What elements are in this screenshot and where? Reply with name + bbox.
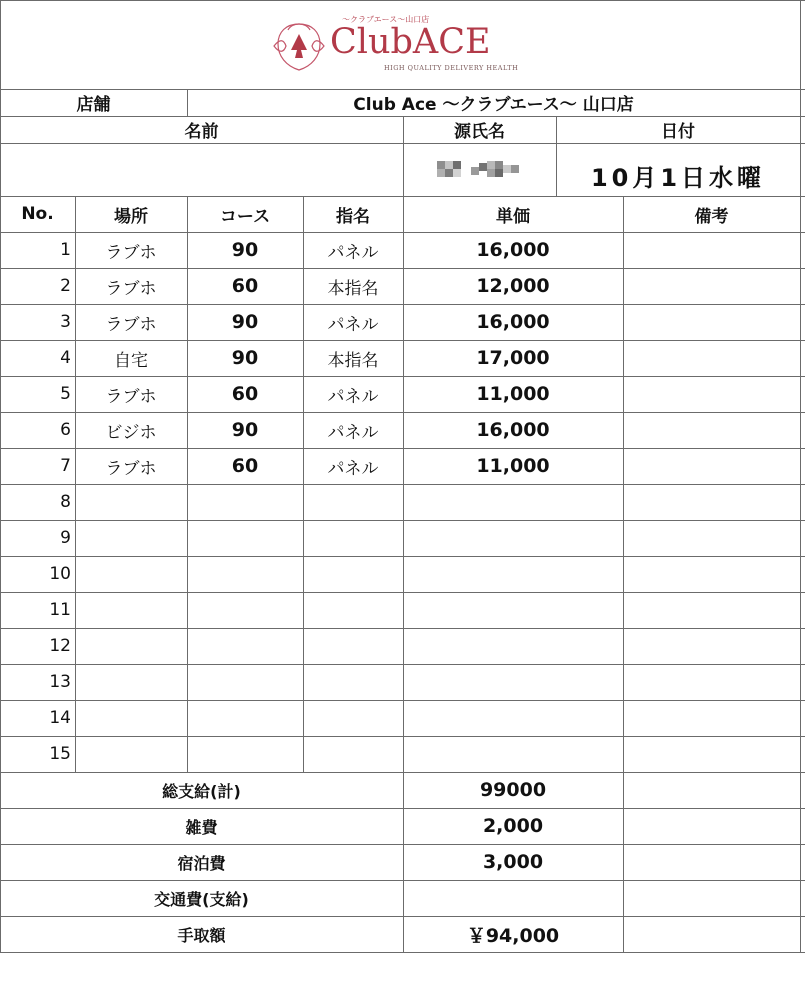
row-course[interactable]: 60 <box>231 275 259 297</box>
row-number: 14 <box>49 708 71 728</box>
row-price[interactable] <box>403 664 623 700</box>
summary-remarks[interactable] <box>623 772 800 808</box>
summary-remarks[interactable] <box>623 844 800 880</box>
logo-tagline: HIGH QUALITY DELIVERY HEALTH <box>384 64 519 72</box>
summary-remarks[interactable] <box>623 808 800 844</box>
summary-label: 雑費 <box>185 817 218 837</box>
summary-label: 手取額 <box>177 925 226 945</box>
row-place[interactable] <box>75 484 187 520</box>
row-nomination[interactable] <box>303 556 403 592</box>
row-course[interactable] <box>187 736 303 772</box>
genji-label: 源氏名 <box>454 122 505 142</box>
row-number: 9 <box>60 528 71 548</box>
summary-value[interactable]: 2,000 <box>482 815 544 837</box>
row-place[interactable] <box>75 628 187 664</box>
row-nomination[interactable] <box>303 592 403 628</box>
row-course[interactable] <box>187 700 303 736</box>
row-course[interactable] <box>187 556 303 592</box>
row-number: 10 <box>49 564 71 584</box>
row-course[interactable] <box>187 592 303 628</box>
row-course[interactable]: 60 <box>231 455 259 477</box>
row-remarks[interactable] <box>623 448 800 484</box>
row-price[interactable]: 16,000 <box>476 239 550 261</box>
name-value[interactable] <box>0 143 403 196</box>
row-price[interactable] <box>403 484 623 520</box>
row-course[interactable]: 90 <box>231 419 259 441</box>
row-nomination[interactable]: 本指名 <box>327 350 379 371</box>
summary-value[interactable]: ￥94,000 <box>466 924 560 947</box>
summary-label: 宿泊費 <box>177 853 226 873</box>
row-place[interactable]: ラブホ <box>105 314 157 335</box>
row-nomination[interactable] <box>303 520 403 556</box>
row-price[interactable] <box>403 628 623 664</box>
row-remarks[interactable] <box>623 340 800 376</box>
row-price[interactable]: 16,000 <box>476 419 550 441</box>
pixelated-name-image <box>437 158 523 182</box>
row-nomination[interactable]: パネル <box>327 314 379 335</box>
header-course: コース <box>219 206 271 227</box>
date-label: 日付 <box>661 122 695 142</box>
row-nomination[interactable] <box>303 700 403 736</box>
row-course[interactable] <box>187 520 303 556</box>
header-no: No. <box>21 204 54 224</box>
row-number: 6 <box>60 420 71 440</box>
row-price[interactable]: 11,000 <box>476 383 550 405</box>
grid-line <box>0 952 805 953</box>
row-remarks[interactable] <box>623 376 800 412</box>
store-label: 店舗 <box>76 95 111 115</box>
store-value: Club Ace 〜クラブエース〜 山口店 <box>353 95 634 115</box>
summary-remarks[interactable] <box>623 880 800 916</box>
summary-value[interactable] <box>403 880 623 916</box>
row-remarks[interactable] <box>623 556 800 592</box>
row-price[interactable]: 16,000 <box>476 311 550 333</box>
row-price[interactable]: 11,000 <box>476 455 550 477</box>
row-remarks[interactable] <box>623 700 800 736</box>
row-number: 15 <box>49 744 71 764</box>
header-nomination: 指名 <box>336 206 370 227</box>
summary-label: 総支給(計) <box>162 781 241 801</box>
row-place[interactable] <box>75 700 187 736</box>
row-nomination[interactable] <box>303 484 403 520</box>
row-number: 5 <box>60 384 71 404</box>
row-remarks[interactable] <box>623 484 800 520</box>
row-place[interactable]: ラブホ <box>105 458 157 479</box>
row-place[interactable] <box>75 592 187 628</box>
row-course[interactable] <box>187 664 303 700</box>
row-price[interactable] <box>403 736 623 772</box>
grid-line <box>800 0 801 952</box>
row-course[interactable] <box>187 628 303 664</box>
row-number: 8 <box>60 492 71 512</box>
row-remarks[interactable] <box>623 232 800 268</box>
row-remarks[interactable] <box>623 664 800 700</box>
row-number: 7 <box>60 456 71 476</box>
row-number: 4 <box>60 348 71 368</box>
row-nomination[interactable]: パネル <box>327 422 379 443</box>
row-course[interactable]: 60 <box>231 383 259 405</box>
genji-value[interactable] <box>403 143 556 196</box>
row-number: 3 <box>60 312 71 332</box>
logo-kana-line: 〜クラブエース〜山口店 <box>342 15 430 24</box>
grid-line <box>0 0 805 1</box>
row-number: 13 <box>49 672 71 692</box>
row-nomination[interactable] <box>303 736 403 772</box>
row-place[interactable]: 自宅 <box>114 350 148 371</box>
row-price[interactable] <box>403 700 623 736</box>
crest-emblem-icon <box>270 18 328 76</box>
header-remarks: 備考 <box>694 206 729 227</box>
row-price[interactable] <box>403 520 623 556</box>
row-course[interactable]: 90 <box>231 347 259 369</box>
row-place[interactable]: ラブホ <box>105 278 157 299</box>
summary-remarks[interactable] <box>623 916 800 952</box>
row-nomination[interactable]: パネル <box>327 458 379 479</box>
row-number: 2 <box>60 276 71 296</box>
row-place[interactable]: ビジホ <box>105 422 157 443</box>
logo-brand: ClubACE <box>330 22 491 62</box>
row-place[interactable] <box>75 556 187 592</box>
row-nomination[interactable]: 本指名 <box>327 278 379 299</box>
row-course[interactable] <box>187 484 303 520</box>
row-nomination[interactable] <box>303 664 403 700</box>
row-remarks[interactable] <box>623 736 800 772</box>
row-remarks[interactable] <box>623 304 800 340</box>
row-nomination[interactable]: パネル <box>327 242 379 263</box>
row-place[interactable] <box>75 736 187 772</box>
summary-value[interactable]: 3,000 <box>482 851 544 873</box>
row-place[interactable] <box>75 664 187 700</box>
row-number: 1 <box>60 240 71 260</box>
header-place: 場所 <box>114 206 148 227</box>
row-remarks[interactable] <box>623 628 800 664</box>
summary-label: 交通費(支給) <box>154 889 249 909</box>
row-remarks[interactable] <box>623 268 800 304</box>
row-nomination[interactable] <box>303 628 403 664</box>
row-price[interactable] <box>403 592 623 628</box>
row-remarks[interactable] <box>623 520 800 556</box>
row-place[interactable] <box>75 520 187 556</box>
row-number: 11 <box>49 600 71 620</box>
row-remarks[interactable] <box>623 412 800 448</box>
row-price[interactable]: 12,000 <box>476 275 550 297</box>
row-nomination[interactable]: パネル <box>327 386 379 407</box>
row-price[interactable] <box>403 556 623 592</box>
row-number: 12 <box>49 636 71 656</box>
row-place[interactable]: ラブホ <box>105 242 157 263</box>
row-remarks[interactable] <box>623 592 800 628</box>
row-place[interactable]: ラブホ <box>105 386 157 407</box>
summary-value[interactable]: 99000 <box>479 779 547 801</box>
row-course[interactable]: 90 <box>231 311 259 333</box>
row-course[interactable]: 90 <box>231 239 259 261</box>
name-label: 名前 <box>184 122 219 142</box>
date-value[interactable]: 10月1日水曜 <box>590 164 766 192</box>
row-price[interactable]: 17,000 <box>476 347 550 369</box>
header-price: 単価 <box>496 206 530 227</box>
